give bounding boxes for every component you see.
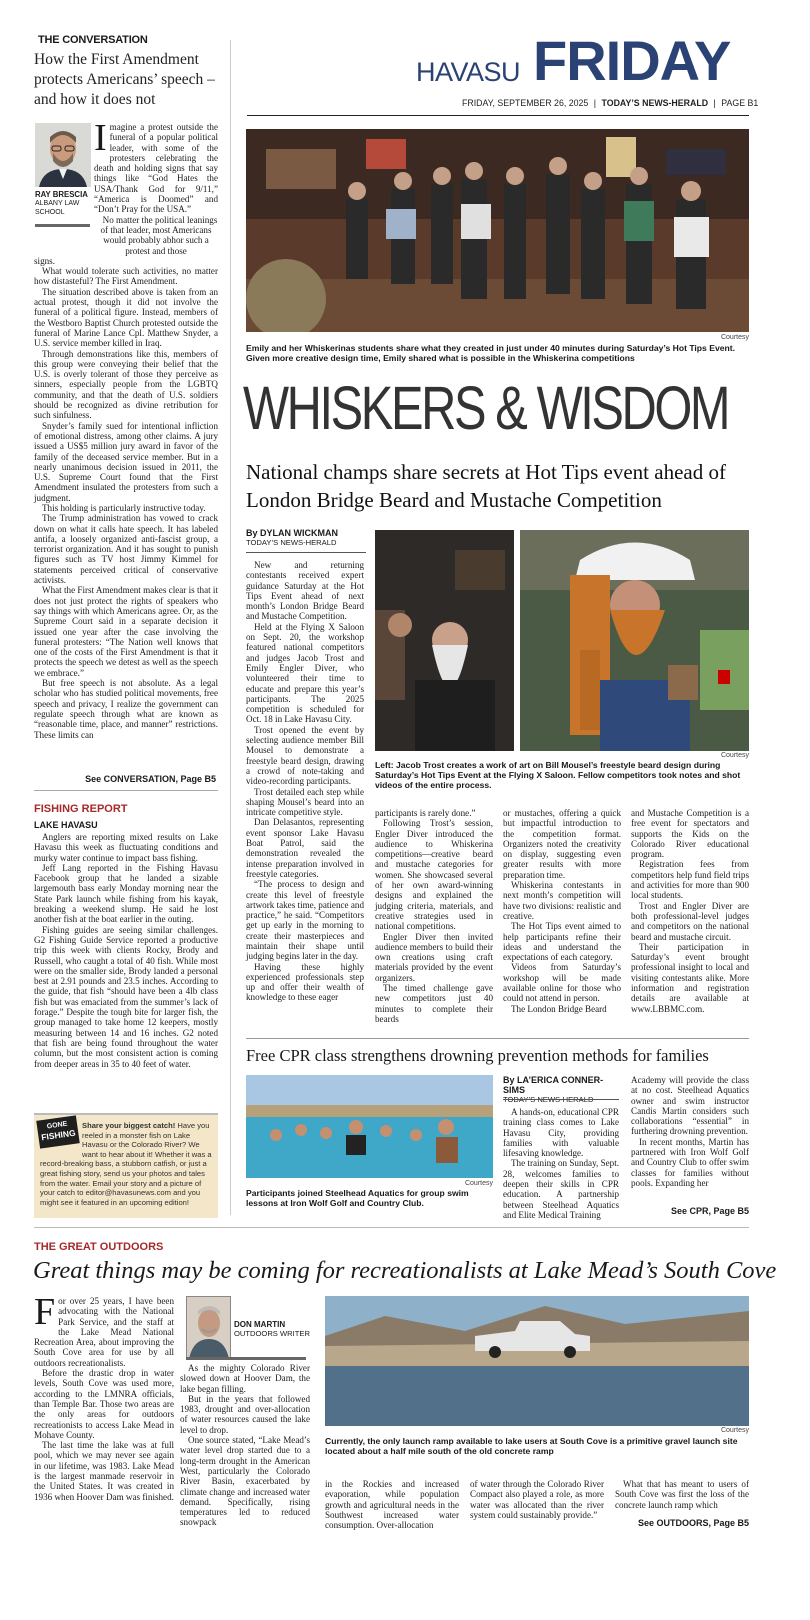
outdoors-jump-link[interactable]: See OUTDOORS, Page B5 <box>637 1518 749 1528</box>
don-martin-byline <box>234 1320 324 1338</box>
paragraph: in the Rockies and increased evaporation, while population growth and agricultural needs in the Southwest increased water consumption. Over-allocation <box>325 1479 459 1531</box>
intro-text: magine a protest outside the funeral of a popular political leader, with some of the protesters celebrating the death and holding signs that say things like “God Hates the USA/Thank God for 9/11,” “America is Doomed” and “Don’t Pray for the USA.” <box>94 122 218 215</box>
conversation-article <box>34 117 218 740</box>
fishing-section-label: FISHING REPORT <box>34 803 128 815</box>
section-divider <box>246 1038 749 1039</box>
paragraph: No matter the political leanings of that leader, most Americans would probably abhor such a protest and those <box>100 214 218 256</box>
top-photo-credit: Courtesy <box>720 334 749 341</box>
author-photo-don-martin <box>186 1296 231 1358</box>
cpr-column-1 <box>503 1107 619 1220</box>
paragraph: A hands-on, educational CPR training class comes to Lake Havasu City, providing families with valuable lifesaving knowledge. <box>503 1107 619 1159</box>
intro-text: or over 25 years, I have been advocating with the National Park Service, and the staff at the Lake Mead National Recreation Area, about improving the South Cove area for use by all outdoors recreationalists. <box>34 1296 174 1368</box>
paragraph: The Hot Tips event aimed to help participants refine their ideas and understand the expectations of each category. <box>503 921 621 963</box>
author-name: DON MARTIN <box>234 1320 286 1329</box>
whiskerina-costume-photo <box>520 530 749 751</box>
paragraph: Jeff Lang reported in the Fishing Havasu Facebook group that he landed a sizable largemouth bass early Monday morning near the State Park launch while fishing from his kayak, breaking a weekend slump. He said he lost another fish at the boat earlier in the outing. <box>34 862 218 925</box>
top-photo-caption: Emily and her Whiskerinas students share what they created in just under 40 minutes during Saturday’s Hot Tips Event. Given more creative design time, Emily shared what is possible in the Whiskerina competitions <box>246 343 736 363</box>
outdoors-column-5 <box>615 1479 749 1510</box>
whiskers-headline: National champs share secrets at Hot Tips event ahead of London Bridge Beard and Mustache Competition <box>246 460 726 512</box>
cpr-jump-link[interactable]: See CPR, Page B5 <box>670 1206 749 1216</box>
paragraph: But in the years that followed 1983, drought and over-allocation of water resources caused the lake level to drop. <box>180 1393 310 1435</box>
cpr-column-2 <box>631 1075 749 1188</box>
fishing-location: LAKE HAVASU <box>34 820 98 830</box>
paragraph: In recent months, Martin has partnered with Iron Wolf Golf and Country Club to offer swim classes for families without pools. Expanding her <box>631 1136 749 1188</box>
paragraph: Trost detailed each step while shaping Mousel’s beard into an intricate competitive style. <box>246 786 364 818</box>
conversation-jump-link[interactable]: See CONVERSATION, Page B5 <box>85 774 216 784</box>
whiskers-column-1 <box>246 560 364 1003</box>
masthead-havasu: HAVASU <box>416 57 521 87</box>
byline-name: By DYLAN WICKMAN <box>246 528 338 538</box>
outdoors-headline: Great things may be coming for recreationalists at Lake Mead’s South Cove <box>33 1257 777 1284</box>
paragraph: Snyder’s family sued for intentional infliction of emotional distress, among other claims. A jury issued a US$5 million jury award in favor of the family of the deceased service member. But in a nearly unanimous decision issued in 2011, the U.S. Supreme Court found that the First Amendment insulated the protesters from such a judgment. <box>34 420 218 503</box>
paragraph: The London Bridge Beard <box>511 1003 607 1014</box>
byline-name: By LA’ERICA CONNER-SIMS <box>503 1075 604 1095</box>
byline-org: TODAY’S NEWS-HERALD <box>246 538 337 547</box>
badge-bottom: FISHING <box>40 1127 77 1143</box>
cpr-photo-caption: Participants joined Steelhead Aquatics for group swim lessons at Iron Wolf Golf and Country Club. <box>246 1188 469 1208</box>
paragraph: Before the drastic drop in water levels, South Cove was used more, according to the LMNRA officials, than Temple Bar. Those two areas are the only areas for outdoors recreationists to access Lake Mead in Mohave County. <box>34 1368 174 1440</box>
masthead-rule <box>247 115 749 116</box>
author-name: RAY BRESCIA <box>35 190 88 199</box>
paragraph: of water through the Colorado River Compact also played a role, as more water was allocated than the river system could sustainably provide.” <box>470 1479 604 1520</box>
outdoors-divider <box>34 1227 749 1228</box>
paragraph: Their participation in Saturday’s event brought professional insight to local and visiting contestants alike. More information and registration details are available at www.LBBMC.com. <box>631 941 749 1014</box>
paragraph: What the First Amendment makes clear is that it does not just protect the rights of speakers who say things with which Americans agree. Or, as the Supreme Court said in a separate decision it issued one year after the case involving the funeral protesters: “The Nation well knows that one of the costs of the First Amendment is that it protects the speech we detest as well as the speech we embrace.” <box>34 585 218 678</box>
south-cove-launch-photo <box>325 1296 749 1426</box>
author-org: OUTDOORS WRITER <box>234 1329 310 1338</box>
conversation-headline: How the First Amendment protects Americans’ speech – and how it does not <box>34 51 215 108</box>
paragraph: Following Trost’s session, Engler Diver introduced the audience to Whiskerina competitions—creative beard and mustache categories for women. She showcased several of her own award-winning designs and explained the judging criteria, materials, and creative strategies used in national competitions. <box>375 818 493 932</box>
byline-bar <box>186 1357 306 1360</box>
whiskers-column-3 <box>503 808 621 1014</box>
outdoors-section-label: THE GREAT OUTDOORS <box>34 1241 164 1253</box>
paragraph: Engler Diver then invited audience members to build their own creations using craft materials provided by the event organizers. <box>375 931 493 983</box>
promo-lead: Share your biggest catch! <box>82 1121 176 1130</box>
whiskers-photo-credit: Courtesy <box>720 752 749 759</box>
dateline-date: FRIDAY, SEPTEMBER 26, 2025 <box>462 98 589 108</box>
column-divider <box>230 40 231 1215</box>
paragraph: Trost opened the event by selecting audience member Bill Mousel to demonstrate a freestyle beard design, drawing a crowd of note-taking and video-recording participants. <box>246 724 364 787</box>
paragraph: This holding is particularly instructive today. <box>42 502 206 513</box>
dateline-paper: TODAY’S NEWS-HERALD <box>601 98 709 108</box>
paragraph: The last time the lake was at full pool, which we may never see again in our lifetime, was 1983. Lake Mead is the largest manmade reservoir in the United States. It was created in 1936 when Hoover Dam was finished. <box>34 1440 174 1502</box>
conversation-logo-text: THE CONVERSATION <box>38 34 148 46</box>
paragraph: New and returning contestants received expert guidance Saturday at the Hot Tips Event ahead of next month’s London Bridge Beard and Mustache Competition. <box>246 560 364 622</box>
paragraph: The timed challenge gave new competitors just 40 minutes to complete their beards <box>375 983 493 1024</box>
whiskers-byline <box>246 528 366 547</box>
paragraph: or mustaches, offering a quick but impactful introduction to the competition format. Organizers noted the creativity on display, suggesting even greater results with more preparation time. <box>503 808 621 880</box>
paragraph: Registration fees from competitors help fund field trips and activities for more than 900 local students. <box>631 859 749 901</box>
paragraph: Through demonstrations like this, members of this group were conveying their belief that the U.S. is overly tolerant of those they perceive as sinners, especially people from the LGBTQ community, and that the death of U.S. soldiers should be recognized as divine retribution for such sinfulness. <box>34 348 218 421</box>
whiskerinas-group-photo <box>246 129 749 332</box>
outdoors-column-1 <box>34 1291 174 1502</box>
whiskers-column-2 <box>375 808 493 1024</box>
outdoors-photo-credit: Courtesy <box>720 1427 749 1434</box>
whiskers-column-4 <box>631 808 749 1014</box>
promo-body: Have you reeled in a monster fish on Lake Havasu or the Colorado River? We want to hear about it! Whether it was a record-breaking bass, a stubborn catfish, or just a great fishing story, send us your photos and tales from the water. Email your story and a picture of your catch to editor@havasunews.com and you might see it featured in an upcoming edition! <box>40 1121 212 1207</box>
paragraph: What that has meant to users of South Cove was first the loss of the concrete launch ramp which <box>615 1479 749 1510</box>
paragraph: As the mighty Colorado River slowed down at Hoover Dam, the lake began filling. <box>180 1363 310 1394</box>
paragraph: The Trump administration has vowed to crack down on what it calls hate speech. It has labeled antifa, a loosely organized anti-fascist group, a terrorist organization. And it has sought to punish figures such as TV host Jimmy Kimmel for statements perceived critical of conservative activists. <box>34 513 218 586</box>
paragraph: What would tolerate such activities, no matter how distasteful? The First Amendment. <box>34 266 218 287</box>
author-org: ALBANY LAW SCHOOL <box>35 200 80 216</box>
paragraph: Videos from Saturday’s workshop will be made available online for those who could not attend in person. <box>503 962 621 1004</box>
paragraph: Dan Delasantos, representing event sponsor Lake Havasu Boat Patrol, said the demonstration revealed the intense preparation involved in freestyle categories. <box>246 817 364 879</box>
paragraph: and Mustache Competition is a free event for spectators and supports the Kids on the Colorado River educational program. <box>631 808 749 860</box>
cpr-photo-credit: Courtesy <box>464 1180 493 1187</box>
outdoors-column-4 <box>470 1479 604 1520</box>
paragraph: signs. <box>34 255 55 266</box>
cpr-headline: Free CPR class strengthens drowning prevention methods for families <box>246 1046 709 1065</box>
paragraph: The training on Sunday, Sept. 28, welcomes families to deepen their skills in CPR education. A partnership between Steelhead Aquatics and Elite Medical Training <box>503 1158 620 1220</box>
byline-rule <box>503 1099 619 1100</box>
paragraph: “The process to design and create this level of freestyle artwork takes time, patience and practice,” he said. “Competitors get up early in the morning to create their masterpieces and maintain their shape until judging begins later in the day. <box>246 879 364 962</box>
whiskers-photo-caption: Left: Jacob Trost creates a work of art on Bill Mousel’s freestyle beard design during Saturday’s Hot Tips Event at the Flying X Saloon. Fellow competitors took notes and shot videos of the entire process. <box>375 760 741 790</box>
paragraph: Anglers are reporting mixed results on Lake Havasu this week as fluctuating conditions and murky water continue to impact bass fishing. <box>34 832 218 863</box>
paragraph: Whiskerina contestants in next month’s competition will have two divisions: realistic and creative. <box>503 880 621 921</box>
paragraph: Held at the Flying X Saloon on Sept. 20, the workshop featured national competitors and judges Jacob Trost and Emily Engler Diver, who volunteered their time to educate and prepare this year’s participants. The 2025 competition is scheduled for Oct. 18 in Lake Havasu City. <box>246 621 364 725</box>
paragraph: Having these highly experienced professionals step up and offer their wealth of knowledge to these eager <box>246 961 364 1003</box>
outdoors-photo-caption: Currently, the only launch ramp available to lake users at South Cove is a primitive gravel launch site located about a half mile south of the old concrete ramp <box>325 1436 738 1456</box>
dropcap: I <box>94 117 107 159</box>
paragraph: The situation described above is taken from an actual protest, though it did not involve the funeral of a political figure. Instead, members of the Westboro Baptist Church protested outside the funeral of Marine Lance Cpl. Matthew Snyder, a U.S. service member killed in Iraq. <box>34 286 218 349</box>
outdoors-column-3 <box>325 1479 459 1530</box>
fishing-promo-text <box>40 1121 215 1207</box>
paragraph: Fishing guides are seeing similar challenges. G2 Fishing Guide Service reported a productive trip this week with clients Rocky, Brody and Russell, who caught a total of 40 fish. While most were on the smaller side, Brody landed a personal best at 2.91 pounds and 23.5 inches. According to the guide, that fish “should have been a 4lb class fish but was emaciated from the summer’s lack of forage.” Despite the tough bite for larger fish, the group managed to take home 12 keepers, mostly measuring between 14 and 16 inches. G2 noted that fish are being found throughout the water column, but the most consistent action is coming from deeper areas in 35 to 40 feet of water. <box>34 924 218 1069</box>
outdoors-column-2 <box>180 1363 310 1528</box>
beard-styling-photo <box>375 530 514 751</box>
dateline-page: PAGE B1 <box>721 98 759 108</box>
masthead <box>416 30 751 94</box>
paragraph: But free speech is not absolute. As a legal scholar who has studied political movements, free speech and privacy, I realize the government can regulate speech through what are known as “reasonable time, place, and manner” restrictions. These limits can <box>34 678 218 740</box>
paragraph: One source stated, “Lake Mead’s water level drop started due to a long-term drought in the American West, particularly the Colorado River Basin, exacerbated by climate change and increased water demand. Specifically, rising temperatures led to reduced snowpack <box>180 1435 310 1528</box>
paragraph: participants is rarely done.” <box>375 808 476 818</box>
swim-lesson-photo <box>246 1075 493 1178</box>
byline-rule <box>246 552 366 553</box>
conversation-logo <box>38 34 148 46</box>
paragraph: Academy will provide the class at no cost. Steelhead Aquatics owner and swim instructor Candis Martin considers such collaborations “essential” in furthering drowning prevention. <box>631 1075 749 1137</box>
badge-top: GONE <box>46 1120 68 1131</box>
dateline: FRIDAY, SEPTEMBER 26, 2025 | TODAY’S NEWS-HERALD | PAGE B1 <box>462 98 759 108</box>
paragraph: Trost and Engler Diver are both professional-level judges and competitors on the national beard and mustache circuit. <box>631 900 749 942</box>
masthead-friday: FRIDAY <box>533 29 731 92</box>
dropcap: F <box>34 1291 56 1333</box>
left-divider <box>34 790 218 791</box>
fishing-article <box>34 832 218 1069</box>
whiskers-kicker: WHISKERS & WISDOM <box>243 374 729 442</box>
